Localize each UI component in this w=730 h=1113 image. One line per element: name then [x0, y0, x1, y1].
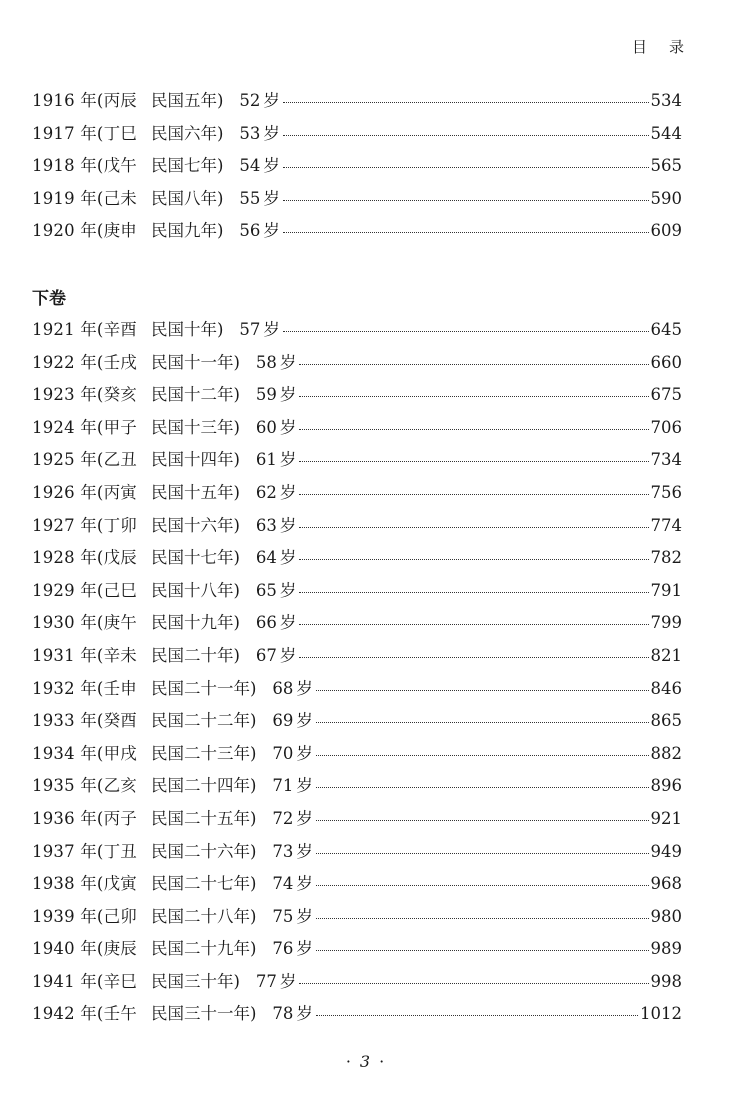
toc-entry-page: 609	[650, 221, 682, 241]
toc-entry-leader	[299, 527, 648, 528]
toc-entry-age	[272, 707, 313, 731]
toc-entry-minguo: 民国六年)	[150, 123, 224, 143]
toc-entry-year: 1939 年(己卯	[32, 906, 137, 926]
toc-entry[interactable]	[32, 316, 682, 349]
toc-entry-minguo: 民国二十二年)	[150, 711, 257, 731]
toc-entry[interactable]	[32, 349, 682, 382]
toc-entry-age-value: 66	[255, 613, 277, 633]
toc-entry-age-suffix: 岁	[279, 352, 297, 372]
toc-entry-minguo: 民国十三年)	[150, 417, 240, 437]
toc-entry-leader	[283, 200, 649, 201]
toc-entry-age-value: 63	[255, 515, 277, 535]
toc-entry-year: 1929 年(己巳	[32, 580, 137, 600]
toc-list-lower	[32, 316, 682, 1033]
toc-entry-age-value: 61	[255, 450, 277, 470]
toc-entry-age	[256, 544, 297, 568]
toc-entry-age-value: 52	[239, 91, 261, 110]
toc-entry-age-value: 60	[255, 417, 277, 437]
toc-entry-minguo: 民国二十年)	[150, 645, 240, 665]
toc-entry-age-suffix: 岁	[279, 385, 297, 405]
toc-entry-leader	[283, 167, 649, 168]
toc-entry-page: 774	[650, 515, 682, 535]
toc-entry-age	[256, 349, 297, 373]
toc-entry-minguo: 民国七年)	[150, 156, 224, 176]
toc-entry-minguo: 民国三十年)	[150, 971, 240, 991]
toc-entry-year: 1934 年(甲戌	[32, 743, 137, 763]
toc-entry-age	[256, 446, 297, 470]
toc-entry-age-value: 68	[272, 678, 294, 698]
toc-entry[interactable]	[32, 120, 682, 153]
toc-entry-age-value: 64	[255, 548, 277, 568]
toc-entry-page: 544	[650, 123, 682, 143]
toc-entry-page: 734	[650, 450, 682, 470]
toc-entry-age	[272, 838, 313, 862]
toc-entry-year: 1917 年(丁巳	[32, 123, 137, 143]
toc-entry-year: 1928 年(戊辰	[32, 548, 137, 568]
toc-entry-age-suffix: 岁	[296, 906, 313, 926]
toc-entry-age-suffix: 岁	[296, 841, 313, 861]
toc-entry-age	[256, 577, 297, 601]
toc-entry-minguo: 民国二十七年)	[150, 874, 257, 894]
toc-entry-page: 896	[650, 776, 682, 796]
toc-entry[interactable]	[32, 772, 682, 805]
toc-entry-minguo: 民国十一年)	[150, 352, 240, 372]
toc-entry-age-suffix: 岁	[263, 320, 280, 339]
toc-entry-age-value: 74	[272, 874, 294, 894]
toc-entry-age	[272, 1000, 313, 1024]
toc-entry-age	[239, 87, 280, 111]
toc-entry-minguo: 民国十九年)	[150, 613, 240, 633]
toc-entry-age-value: 67	[255, 645, 277, 665]
toc-entry-page: 882	[650, 743, 682, 763]
toc-entry-year: 1941 年(辛巳	[32, 971, 137, 991]
toc-entry-age	[256, 642, 297, 666]
toc-entry[interactable]	[32, 935, 682, 968]
toc-entry-age-suffix: 岁	[279, 613, 297, 633]
toc-entry-year: 1932 年(壬申	[32, 678, 137, 698]
toc-entry-page: 998	[650, 971, 682, 991]
toc-entry-page: 565	[650, 156, 682, 176]
toc-entry-leader	[299, 657, 648, 658]
toc-entry-age-suffix: 岁	[296, 874, 313, 894]
toc-entry-age	[239, 185, 280, 209]
toc-entry-minguo: 民国八年)	[150, 188, 224, 208]
toc-entry-age-suffix: 岁	[279, 482, 297, 502]
toc-entry-age-value: 62	[255, 482, 277, 502]
toc-entry-year: 1923 年(癸亥	[32, 385, 137, 405]
toc-entry[interactable]	[32, 381, 682, 414]
toc-entry-age-suffix: 岁	[296, 678, 313, 698]
toc-entry-age-suffix: 岁	[296, 1004, 313, 1024]
toc-entry-page: 590	[650, 188, 682, 208]
toc-entry-page: 706	[650, 417, 682, 437]
toc-entry-year: 1935 年(乙亥	[32, 776, 137, 796]
toc-entry-leader	[283, 102, 649, 103]
toc-list-upper	[32, 87, 682, 250]
toc-entry-age-value: 59	[255, 385, 277, 405]
toc-entry-age-value: 76	[272, 939, 294, 959]
toc-entry-year: 1926 年(丙寅	[32, 482, 137, 502]
toc-entry-minguo: 民国十二年)	[150, 385, 240, 405]
toc-entry-leader	[316, 853, 649, 854]
toc-entry[interactable]	[32, 152, 682, 185]
toc-entry-minguo: 民国二十一年)	[150, 678, 257, 698]
toc-entry-age	[239, 316, 280, 340]
toc-entry-age-suffix: 岁	[263, 221, 280, 241]
toc-entry-leader	[316, 950, 649, 951]
toc-entry[interactable]	[32, 512, 682, 545]
toc-entry-age-value: 57	[239, 320, 261, 339]
toc-entry-age-suffix: 岁	[263, 188, 280, 208]
toc-entry-year: 1925 年(乙丑	[32, 450, 137, 470]
toc-entry-minguo: 民国十年)	[150, 320, 224, 339]
toc-entry-year: 1930 年(庚午	[32, 613, 137, 633]
toc-entry-year: 1918 年(戊午	[32, 156, 137, 176]
folio-dot-left: ·	[345, 1052, 351, 1071]
toc-entry-year: 1922 年(壬戌	[32, 352, 137, 372]
toc-entry-minguo: 民国十五年)	[150, 482, 240, 502]
toc-entry-age-suffix: 岁	[279, 515, 297, 535]
toc-entry[interactable]	[32, 544, 682, 577]
toc-entry-year: 1942 年(壬午	[32, 1004, 137, 1024]
toc-entry[interactable]	[32, 642, 682, 675]
toc-entry-year: 1940 年(庚辰	[32, 939, 137, 959]
toc-entry-age-suffix: 岁	[296, 711, 313, 731]
toc-entry-leader	[316, 918, 649, 919]
toc-entry[interactable]	[32, 707, 682, 740]
toc-entry-age	[272, 805, 313, 829]
toc-entry-age-suffix: 岁	[296, 776, 313, 796]
page-number-value: 3	[359, 1052, 371, 1071]
toc-entry-age	[256, 479, 297, 503]
toc-entry-minguo: 民国三十一年)	[150, 1004, 257, 1024]
toc-entry-minguo: 民国二十六年)	[150, 841, 257, 861]
toc-entry-page: 534	[650, 91, 682, 110]
toc-entry-year: 1927 年(丁卯	[32, 515, 137, 535]
toc-entry-age	[272, 740, 313, 764]
toc-entry-leader	[316, 755, 649, 756]
toc-entry-page: 660	[650, 352, 682, 372]
toc-entry-minguo: 民国二十八年)	[150, 906, 257, 926]
toc-entry-leader	[299, 461, 648, 462]
toc-entry-leader	[316, 820, 649, 821]
toc-entry-year: 1931 年(辛未	[32, 645, 137, 665]
toc-entry[interactable]	[32, 675, 682, 708]
toc-entry-page: 949	[650, 841, 682, 861]
toc-entry-page: 821	[650, 645, 682, 665]
toc-entry-leader	[316, 690, 649, 691]
toc-entry-page: 791	[650, 580, 682, 600]
toc-entry[interactable]	[32, 903, 682, 936]
toc-entry-minguo: 民国十六年)	[150, 515, 240, 535]
toc-entry-page: 1012	[640, 1004, 682, 1024]
toc-entry-age-value: 56	[239, 221, 261, 241]
toc-entry-page: 799	[650, 613, 682, 633]
toc-entry-age-value: 77	[255, 971, 277, 991]
toc-entry-minguo: 民国九年)	[150, 221, 224, 241]
toc-entry[interactable]	[32, 805, 682, 838]
toc-entry-age-suffix: 岁	[263, 156, 280, 176]
toc-entry-minguo: 民国二十五年)	[150, 808, 257, 828]
toc-entry-year: 1936 年(丙子	[32, 808, 137, 828]
toc-entry-leader	[283, 331, 649, 332]
toc-entry-year: 1920 年(庚申	[32, 221, 137, 241]
toc-entry-age-value: 58	[255, 352, 277, 372]
toc-entry-age-value: 75	[272, 906, 294, 926]
toc-entry-age	[272, 903, 313, 927]
toc-entry-leader	[283, 232, 649, 233]
toc-entry-page: 675	[650, 385, 682, 405]
toc-entry-minguo: 民国二十三年)	[150, 743, 257, 763]
toc-entry[interactable]	[32, 414, 682, 447]
toc-entry-age-suffix: 岁	[263, 91, 280, 110]
toc-entry-minguo: 民国十七年)	[150, 548, 240, 568]
toc-entry-page: 756	[650, 482, 682, 502]
toc-entry-leader	[299, 396, 648, 397]
toc-entry[interactable]	[32, 968, 682, 1001]
toc-entry-page: 980	[650, 906, 682, 926]
toc-entry-age	[256, 968, 297, 992]
toc-entry-minguo: 民国二十四年)	[150, 776, 257, 796]
toc-entry-age-value: 65	[255, 580, 277, 600]
toc-entry-year: 1921 年(辛酉	[32, 320, 137, 339]
toc-entry-leader	[299, 364, 648, 365]
toc-entry-age-value: 73	[272, 841, 294, 861]
toc-entry-age	[239, 120, 280, 144]
toc-entry-age-suffix: 岁	[279, 548, 297, 568]
toc-entry-age-suffix: 岁	[296, 743, 313, 763]
toc-entry-page: 968	[650, 874, 682, 894]
section-title-lower-volume: 下卷	[32, 289, 66, 309]
toc-entry-minguo: 民国二十九年)	[150, 939, 257, 959]
toc-entry-page: 846	[650, 678, 682, 698]
toc-entry-age	[272, 870, 313, 894]
toc-entry-age-suffix: 岁	[296, 939, 313, 959]
toc-entry[interactable]	[32, 87, 682, 120]
toc-entry-year: 1919 年(己未	[32, 188, 137, 208]
toc-entry-age-suffix: 岁	[263, 123, 280, 143]
toc-entry-leader	[316, 1015, 638, 1016]
toc-entry-page: 921	[650, 808, 682, 828]
toc-entry-leader	[316, 787, 649, 788]
toc-entry-age	[256, 414, 297, 438]
toc-entry-page: 865	[650, 711, 682, 731]
toc-entry[interactable]	[32, 870, 682, 903]
toc-entry-age-value: 70	[272, 743, 294, 763]
toc-entry[interactable]	[32, 577, 682, 610]
toc-entry-age-value: 55	[239, 188, 261, 208]
toc-entry-age-suffix: 岁	[279, 645, 297, 665]
toc-entry-age-suffix: 岁	[279, 417, 297, 437]
toc-entry-age-value: 78	[272, 1004, 294, 1024]
toc-entry-year: 1924 年(甲子	[32, 417, 137, 437]
toc-entry[interactable]	[32, 185, 682, 218]
toc-entry-age-value: 53	[239, 123, 261, 143]
toc-entry-leader	[299, 429, 648, 430]
toc-entry-age-suffix: 岁	[279, 580, 297, 600]
toc-entry-leader	[299, 494, 648, 495]
toc-entry[interactable]	[32, 1000, 682, 1033]
toc-entry-age-value: 54	[239, 156, 261, 176]
toc-entry[interactable]	[32, 479, 682, 512]
toc-entry[interactable]	[32, 838, 682, 871]
toc-entry-age	[272, 675, 313, 699]
toc-entry-year: 1938 年(戊寅	[32, 874, 137, 894]
toc-entry-page: 645	[650, 320, 682, 339]
toc-entry-age	[256, 609, 297, 633]
toc-entry-leader	[299, 624, 648, 625]
toc-entry-age-suffix: 岁	[296, 808, 313, 828]
toc-entry-age	[239, 152, 280, 176]
toc-entry-age-value: 69	[272, 711, 294, 731]
toc-entry-age	[239, 217, 280, 241]
toc-entry-year: 1916 年(丙辰	[32, 91, 137, 110]
toc-entry-age-value: 72	[272, 808, 294, 828]
toc-entry-leader	[283, 135, 649, 136]
toc-entry-minguo: 民国十四年)	[150, 450, 240, 470]
toc-entry-leader	[299, 559, 648, 560]
toc-entry-age-suffix: 岁	[279, 450, 297, 470]
toc-entry[interactable]	[32, 740, 682, 773]
toc-entry[interactable]	[32, 609, 682, 642]
toc-entry-age-value: 71	[272, 776, 294, 796]
toc-entry-age	[256, 512, 297, 536]
toc-entry-minguo: 民国十八年)	[150, 580, 240, 600]
toc-entry[interactable]	[32, 217, 682, 250]
toc-entry-year: 1937 年(丁丑	[32, 841, 137, 861]
toc-entry-leader	[299, 592, 648, 593]
toc-entry-age-suffix: 岁	[279, 971, 297, 991]
toc-entry-age	[256, 381, 297, 405]
page-number	[0, 1052, 730, 1071]
toc-entry-leader	[299, 983, 648, 984]
toc-entry-leader	[316, 885, 649, 886]
toc-entry-age	[272, 935, 313, 959]
toc-entry-year: 1933 年(癸酉	[32, 711, 137, 731]
toc-entry-page: 782	[650, 548, 682, 568]
toc-entry-page: 989	[650, 939, 682, 959]
folio-dot-right: ·	[379, 1052, 385, 1071]
toc-entry-minguo: 民国五年)	[150, 91, 224, 110]
toc-entry-leader	[316, 722, 649, 723]
toc-entry-age	[272, 772, 313, 796]
toc-entry[interactable]	[32, 446, 682, 479]
running-header: 目录	[631, 38, 706, 56]
